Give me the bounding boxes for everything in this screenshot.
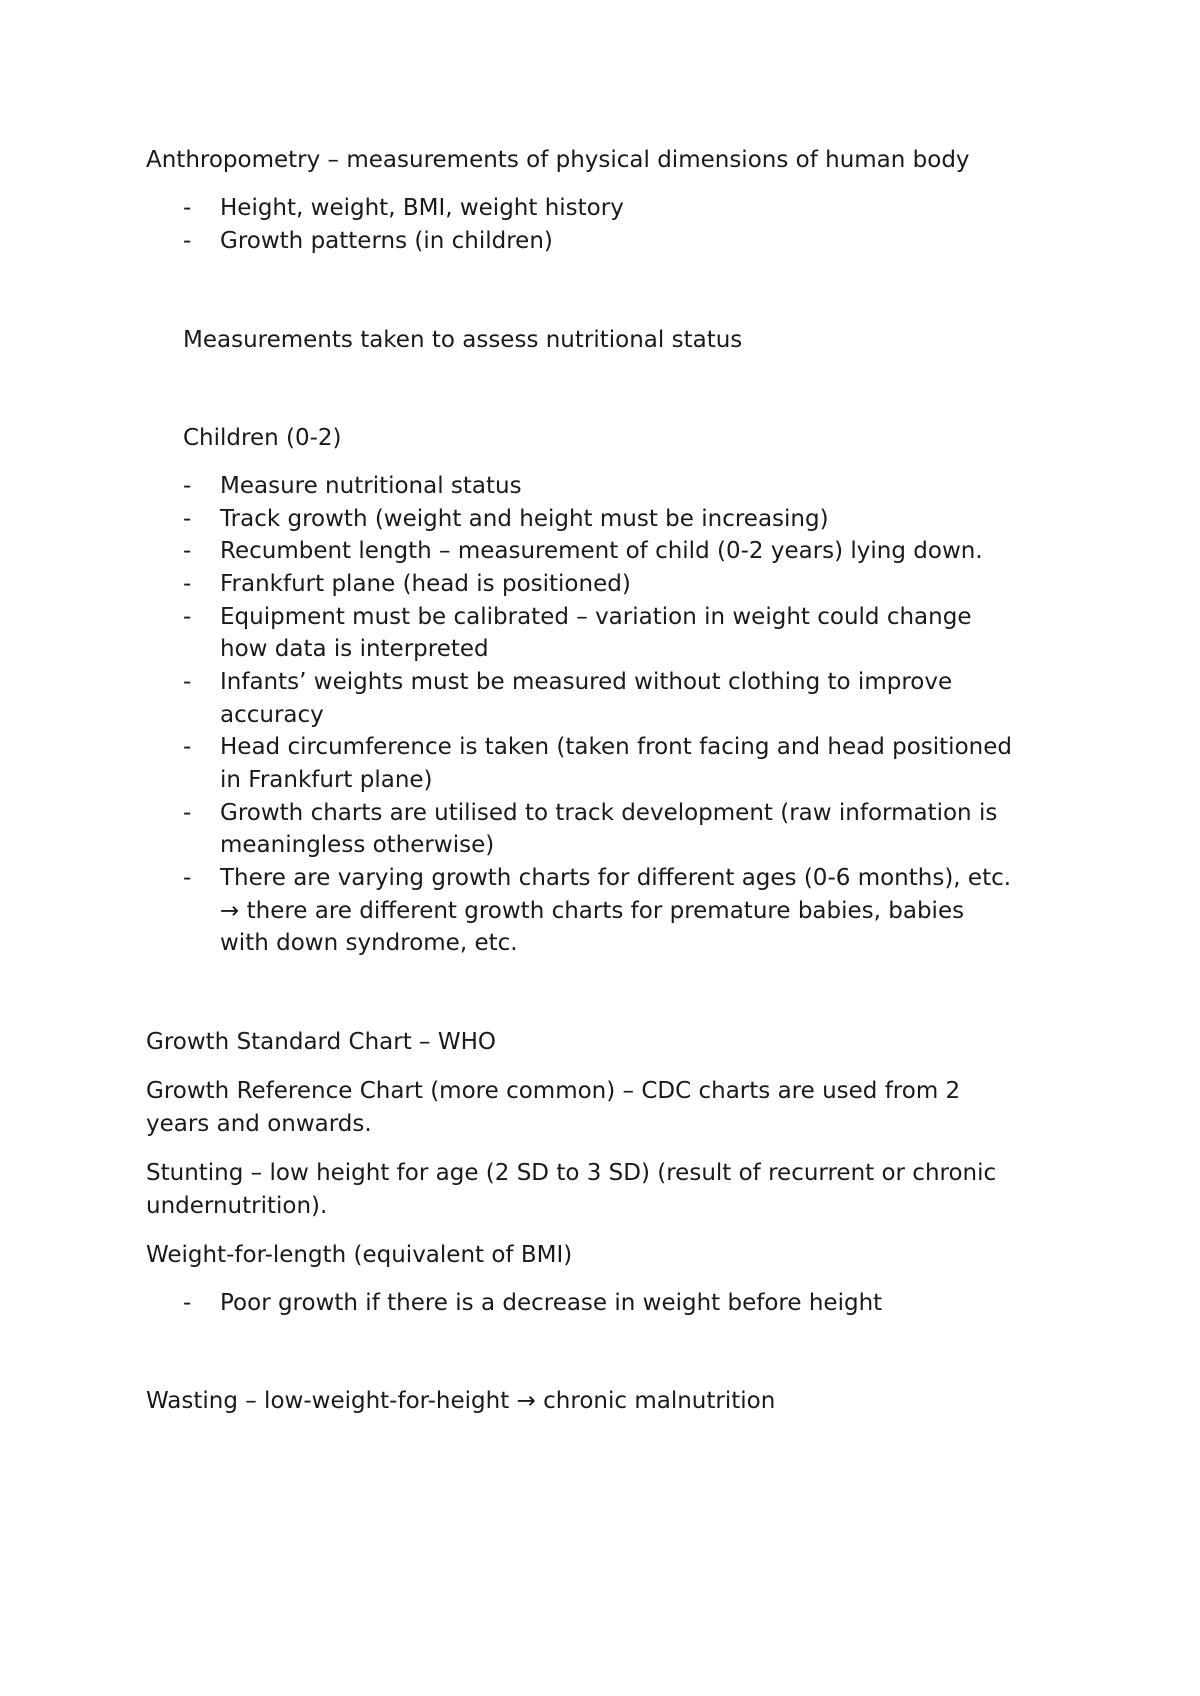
- bullet-dash: -: [183, 538, 192, 564]
- children-bullet-text: Measure nutritional status: [220, 473, 522, 499]
- children-bullet-text: Head circumference is taken (taken front facing and head positioned: [220, 734, 1012, 760]
- children-bullet-text: Track growth (weight and height must be increasing): [220, 506, 829, 532]
- growth-standard-line: Growth Standard Chart – WHO: [146, 1029, 496, 1055]
- stunting-line: Stunting – low height for age (2 SD to 3 SD) (result of recurrent or chronic: [146, 1160, 997, 1186]
- intro-bullet-text: Height, weight, BMI, weight history: [220, 195, 624, 221]
- children-bullet-continuation: [220, 895, 964, 927]
- bullet-dash: -: [183, 473, 192, 499]
- children-bullet-text: There are varying growth charts for different ages (0-6 months), etc.: [220, 865, 1012, 891]
- arrow-right-icon: →: [220, 898, 240, 924]
- children-bullet-continuation: with down syndrome, etc.: [220, 930, 518, 956]
- wasting-suffix: chronic malnutrition: [535, 1388, 776, 1414]
- children-bullet-text: Frankfurt plane (head is positioned): [220, 571, 631, 597]
- intro-bullet-text: Growth patterns (in children): [220, 228, 553, 254]
- bullet-dash: -: [183, 604, 192, 630]
- children-bullet-continuation: meaningless otherwise): [220, 832, 495, 858]
- children-bullet-text: Equipment must be calibrated – variation in weight could change: [220, 604, 972, 630]
- bullet-dash: -: [183, 195, 192, 221]
- wasting-prefix: Wasting – low-weight-for-height: [146, 1388, 517, 1414]
- children-bullet-continuation: how data is interpreted: [220, 636, 489, 662]
- bullet-dash: -: [183, 800, 192, 826]
- bullet-dash: -: [183, 734, 192, 760]
- children-heading: Children (0-2): [183, 425, 342, 451]
- measurements-heading: Measurements taken to assess nutritional status: [183, 327, 743, 353]
- wfl-bullet-text: Poor growth if there is a decrease in weight before height: [220, 1290, 883, 1316]
- children-bullet-text: Infants’ weights must be measured without clothing to improve: [220, 669, 953, 695]
- bullet-dash: -: [183, 571, 192, 597]
- stunting-continuation: undernutrition).: [146, 1193, 328, 1219]
- bullet-dash: -: [183, 228, 192, 254]
- growth-reference-continuation: years and onwards.: [146, 1111, 372, 1137]
- children-bullet-continuation: in Frankfurt plane): [220, 767, 433, 793]
- children-bullet-continuation: accuracy: [220, 702, 324, 728]
- bullet-dash: -: [183, 669, 192, 695]
- bullet-dash: -: [183, 1290, 192, 1316]
- children-bullet-text: Growth charts are utilised to track development (raw information is: [220, 800, 998, 826]
- weight-for-length-line: Weight-for-length (equivalent of BMI): [146, 1242, 573, 1268]
- arrow-right-icon: →: [516, 1388, 536, 1414]
- anthropometry-heading: Anthropometry – measurements of physical dimensions of human body: [146, 147, 970, 173]
- continuation-text: there are different growth charts for premature babies, babies: [239, 898, 965, 924]
- bullet-dash: -: [183, 506, 192, 532]
- wasting-line: [146, 1385, 775, 1417]
- growth-reference-line: Growth Reference Chart (more common) – CDC charts are used from 2: [146, 1078, 961, 1104]
- children-bullet-text: Recumbent length – measurement of child (0-2 years) lying down.: [220, 538, 983, 564]
- bullet-dash: -: [183, 865, 192, 891]
